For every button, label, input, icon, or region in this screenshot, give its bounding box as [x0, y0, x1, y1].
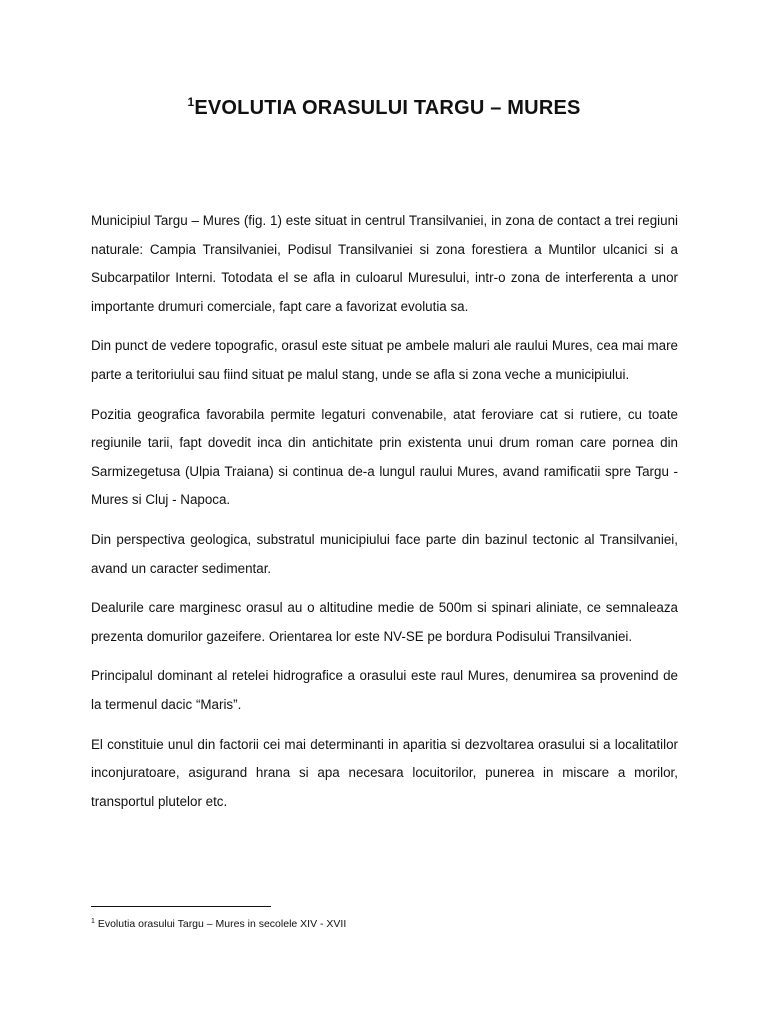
document-body [91, 207, 678, 827]
title-text: EVOLUTIA ORASULUI TARGU – MURES [194, 97, 581, 119]
paragraph-hydrography: Principalul dominant al retelei hidrografice a orasului este raul Mures, denumirea sa provenind de la termenul dacic “Maris”. [91, 668, 678, 712]
paragraph-river-role: El constituie unul din factorii cei mai determinanti in aparitia si dezvoltarea orasului si a localitatilor inconjuratoare, asigurand hrana si apa necesara locuitorilor, punerea in miscare a morilor, transportul plutelor etc. [91, 736, 678, 809]
paragraph-geographic-position: Pozitia geografica favorabila permite legaturi convenabile, atat feroviare cat si rutiere, cu toate regiunile tarii, fapt dovedit inca din antichitate prin existenta unui drum roman care pornea din Sarmizegetusa (Ulpia Traiana) si continua de-a lungul raului Mures, avand ramificatii spre Targu - Mures si Cluj - Napoca. [91, 406, 678, 508]
footnote-separator [91, 906, 271, 907]
title-footnote-marker: 1 [187, 95, 195, 109]
page-title [0, 95, 768, 120]
paragraph-location: Municipiul Targu – Mures (fig. 1) este situat in centrul Transilvaniei, in zona de contact a trei regiuni naturale: Campia Transilvaniei, Podisul Transilvaniei si zona forestiera a Muntilor ulcanici si a Subcarpatilor Interni. Totodata el se afla in culoarul Muresului, intr-o zona de interferenta a unor importante drumuri comerciale, fapt care a favorizat evolutia sa. [91, 213, 678, 314]
paragraph-topography: Din punct de vedere topografic, orasul este situat pe ambele maluri ale raului Mures, cea mai mare parte a teritoriului sau fiind situat pe malul stang, unde se afla si zona veche a municipiului. [91, 338, 678, 382]
paragraph-hills: Dealurile care marginesc orasul au o altitudine medie de 500m si spinari aliniate, ce semnaleaza prezenta domurilor gazeifere. Orientarea lor este NV-SE pe bordura Podisului Transilvaniei. [91, 600, 678, 644]
footnote [91, 914, 346, 932]
footnote-text: Evolutia orasului Targu – Mures in secolele XIV - XVII [97, 918, 347, 930]
paragraph-geology: Din perspectiva geologica, substratul municipiului face parte din bazinul tectonic al Transilvaniei, avand un caracter sedimentar. [91, 531, 678, 576]
footnote-marker: 1 [91, 918, 95, 925]
